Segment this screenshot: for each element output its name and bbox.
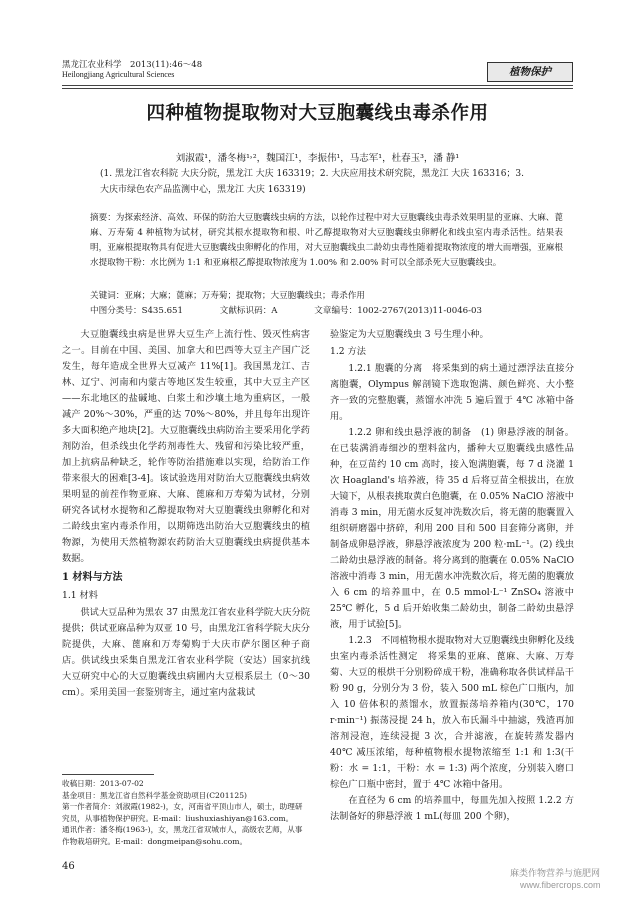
materials-paragraph: 供试大豆品种为黑农 37 由黑龙江省农业科学院大庆分院提供；供试亚麻品种为双亚 10 号，由黑龙江省科学院大庆分院提供，大麻、蓖麻和万寿菊购于大庆市萨尔图区种子商店。供试线虫采集自黑龙江省农业科学院（安达）国家抗线大豆研究中心的大豆胞囊线虫病圃内大豆根系层土（0～30 cm）。采用美国一套鉴别寄主，通过室内盆栽试 [62, 607, 310, 698]
method-text: 不同植物根水提取物对大豆胞囊线虫卵孵化及线虫室内毒杀活性测定 将采集的亚麻、蓖麻、大麻、万寿菊、大豆的根烘干分别粉碎成干粉，准确称取各供试样品干粉 90 g，分别分为 3 份，装入 500 mL 棕色广口瓶内，加入 10 倍体积的蒸馏水，放置振荡培养箱内(30℃，170 r·min⁻¹) 振荡浸提 24 h，放入布氏漏斗中抽滤，残渣再加溶剂浸泡，连续浸提 3 次，合并滤液，在旋转蒸发器内 40℃ 减压浓缩，每种植物根水提物浓缩至 1:1 和 1:3(干粉：水 = 1:1，干粉：水 = 1:3) 两个浓度，分别装入磨口棕色广口瓶中密封，置于 4℃ 冰箱中备用。 [330, 635, 575, 790]
first-author-info: 第一作者简介：刘淑霞(1982-)，女，河南省平顶山市人，硕士，助理研究员，从事植物保护研究。E-mail：liushuxiashiyan@163.com。 [62, 802, 303, 823]
clc-number: 中图分类号：S435.651 [90, 306, 183, 316]
article-number: 文章编号：1002-2767(2013)11-0046-03 [314, 306, 482, 316]
method-heading: 1.2.2 卵和线虫悬浮液的制备 [348, 427, 472, 438]
paper-title: 四种植物提取物对大豆胞囊线虫毒杀作用 [146, 103, 489, 124]
journal-header [62, 60, 202, 80]
method-heading: 1.2.1 胞囊的分离 [348, 363, 423, 374]
left-column [62, 327, 310, 701]
method-heading: 1.2.3 [348, 635, 372, 646]
subsection-heading: 1.2 方法 [330, 346, 366, 357]
method-paragraph [330, 425, 574, 633]
continued-paragraph: 验鉴定为大豆胞囊线虫 3 号生理小种。 [330, 329, 489, 340]
author-list: 刘淑霞¹，潘冬梅¹˒²，魏国江¹，李振伟¹，马志军¹，杜春玉³，潘 静¹ [175, 153, 460, 164]
page-number: 46 [62, 861, 75, 872]
abstract: 摘要：为探索经济、高效、环保的防治大豆胞囊线虫病的方法，以轮作过程中对大豆胞囊线虫毒杀效果明显的亚麻、大麻、蓖麻、万寿菊 4 种植物为试材，研究其根水提取物和根、叶乙醇提取物对大豆胞囊线虫卵孵化和线虫室内毒杀活性。结果表明，亚麻根提取物具有促进大豆胞囊线虫卵孵化的作用，对大豆胞囊线虫二龄幼虫毒性随着提取物浓度的增大而增强，亚麻根水提取物干粉：水比例为 1:1 和亚麻根乙醇提取物浓度为 1.00% 和 2.00% 时可以全部杀死大豆胞囊线虫。 [90, 213, 563, 268]
header-rule-2 [62, 88, 573, 89]
method-paragraph: 在直径为 6 cm 的培养皿中，每皿先加入按照 1.2.2 方法制备好的卵悬浮液 1 mL(每皿 200 个卵)， [330, 795, 574, 822]
journal-name-en: Heilongjiang Agricultural Sciences [62, 70, 175, 79]
fund-info: 基金项目：黑龙江省自然科学基金资助项目(C201125) [62, 790, 248, 800]
footnote [62, 778, 310, 847]
affiliations: (1. 黑龙江省农科院 大庆分院，黑龙江 大庆 163319；2. 大庆应用技术研究院，黑龙江 大庆 163316；3. 大庆市绿色农产品监测中心，黑龙江 大庆 163319) [100, 169, 525, 195]
classification-line [90, 304, 563, 316]
corresponding-author-info: 通讯作者：潘冬梅(1963-)，女，黑龙江省双城市人，高级农艺师，从事作物栽培研究。E-mail：dongmeipan@sohu.com。 [62, 825, 303, 846]
document-code: 文献标识码：A [219, 306, 278, 316]
method-text: (1) 卵悬浮液的制备。在已装满消毒细沙的塑料盆内，播种大豆胞囊线虫感性品种，在豆苗约 10 cm 高时，接入饱满胞囊，每 7 d 浇灌 1 次 Hoagland's 培养液，待 35 d 后将豆苗全根拔出，在放大镜下，从根表挑取黄白色胞囊，在 0.05% NaClO 溶液中消毒 3 min，用无菌水反复冲洗数次后，将无菌的胞囊置入组织研磨器中挤碎，利用 200 目和 500 目套筛分离卵，并制备成卵悬浮液，卵悬浮液浓度为 200 粒·mL⁻¹。(2) 线虫二龄幼虫悬浮液的制备。将分离到的胞囊在 0.05% NaClO 溶液中消毒 3 min，用无菌水冲洗数次后，将无菌的胞囊放入 6 cm 的培养皿中，在 0.5 mmol·L⁻¹ ZnSO₄ 溶液中 25℃ 孵化，5 d 后开始收集二龄幼虫，制备二龄幼虫悬浮液，用于试验[5]。 [330, 427, 574, 630]
keywords: 关键词：亚麻；大麻；蓖麻；万寿菊；提取物；大豆胞囊线虫；毒杀作用 [90, 291, 366, 301]
footnote-rule [62, 774, 154, 775]
journal-issue: 2013(11):46～48 [130, 60, 203, 70]
journal-name-cn: 黑龙江农业科学 [62, 60, 122, 70]
section-tag: 植物保护 [487, 62, 573, 82]
watermark-url: www.fibercrops.com [520, 880, 601, 890]
method-text: 将采集到的病土通过漂浮法直接分离胞囊，Olympus 解剖镜下选取饱满、颜色鲜亮、大小整齐一致的完整胞囊，蒸馏水冲洗 5 遍后置于 4℃ 冰箱中备用。 [330, 363, 575, 422]
method-paragraph [330, 633, 574, 793]
watermark-text: 麻类作物营养与施肥网 [510, 869, 601, 879]
intro-paragraph: 大豆胞囊线虫病是世界大豆生产上流行性、毁灭性病害之一。目前在中国、美国、加拿大和巴西等大豆主产国广泛发生，每年造成全世界大豆减产 11%[1]。我国黑龙江、吉林、辽宁、河南和内蒙古等地区发生较重，其中大豆主产区——东北地区的盐碱地、白浆土和沙壤土地为重病区，一般减产 20%～30%，严重的达 70%～80%，并且每年出现许多大面积绝产地块[2]。大豆胞囊线虫病防治主要采用化学药剂防治，但杀线虫化学药剂毒性大、残留和污染比较严重，加上抗病品种缺乏，轮作等防治措施难以实现，给防治工作带来很大的困难[3-4]。该试验选用对防治大豆胞囊线虫病效果明显的前茬作物亚麻、大麻、蓖麻和万寿菊为试材，分别研究各试材水提物和乙醇提取物对大豆胞囊线虫卵孵化和对二龄线虫室内毒杀作用，以期筛选出防治大豆胞囊线虫的植物源，为使用天然植物源农药防治大豆胞囊线虫病提供基本数据。 [62, 329, 310, 564]
method-paragraph [330, 361, 574, 425]
right-column [330, 327, 574, 825]
header-rule [62, 85, 573, 86]
section-heading: 1 材料与方法 [62, 572, 123, 583]
received-date: 收稿日期：2013-07-02 [62, 779, 144, 788]
subsection-heading: 1.1 材料 [62, 590, 98, 601]
